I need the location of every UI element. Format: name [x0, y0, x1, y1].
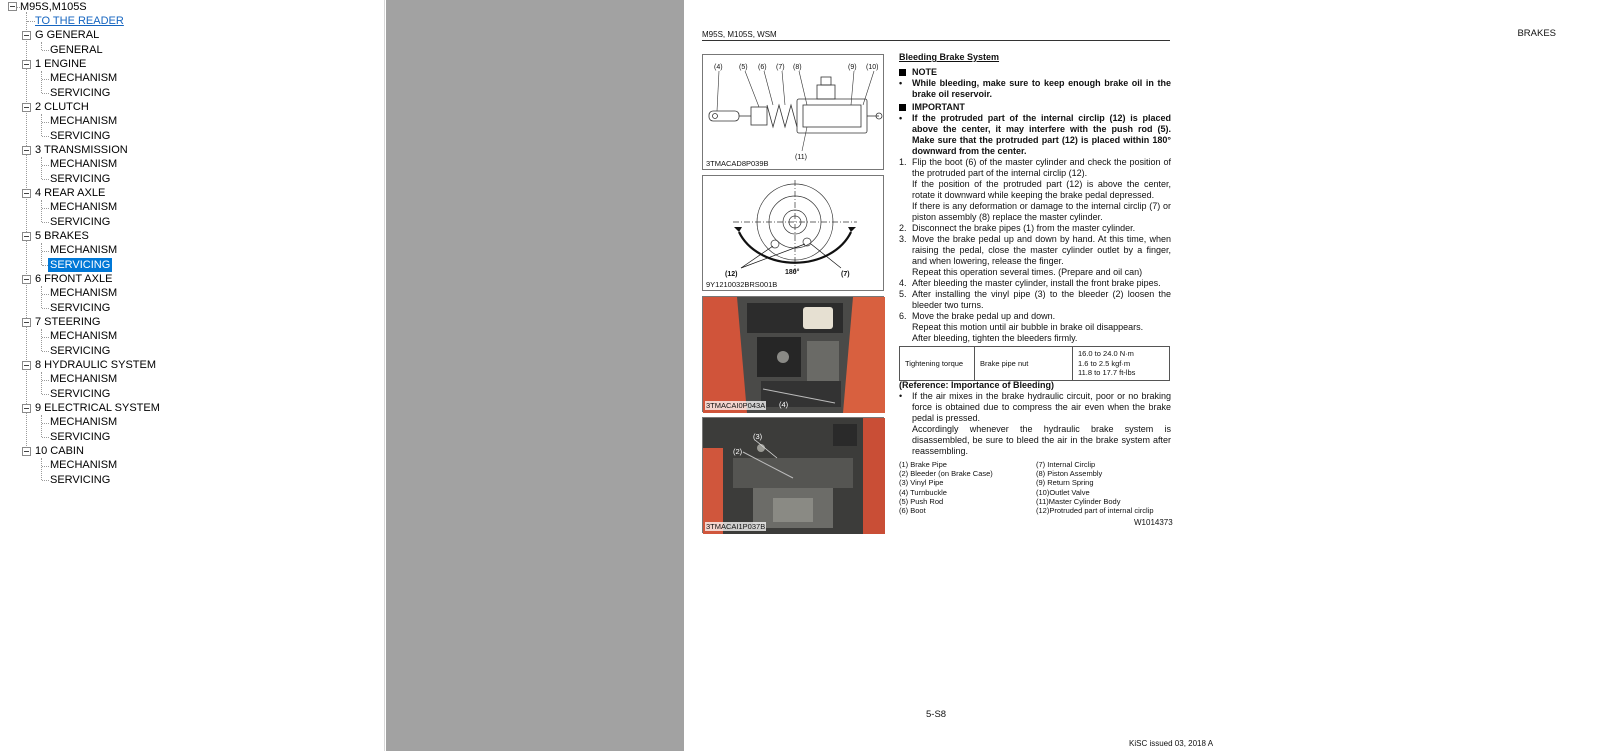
- figure-photo-bleeder: [702, 417, 884, 533]
- step-3: 3. Move the brake pedal up and down by hand. At this time, when raising the pedal, close the master cylinder outlet by a finger, and when lowering, release the finger. Repeat this operation several times. (Prepare and oil can): [899, 234, 1171, 277]
- step-1: 1. Flip the boot (6) of the master cylinder and check the position of the protruded part of the internal circlip (12). If the position of the protruded part (12) is above the center, rotate it downward while keeping the brake pedal depressed. If there is any deformation or damage to the internal circlip (7) or piston assembly (8) replace the master cylinder.: [899, 157, 1171, 222]
- torque-item: Brake pipe nut: [975, 347, 1073, 381]
- tree-item-rear-axle-servicing[interactable]: SERVICING: [50, 216, 111, 228]
- tree-item-cabin-servicing[interactable]: SERVICING: [50, 474, 111, 486]
- tree-line: [41, 372, 42, 394]
- tree-line: [41, 200, 42, 222]
- tree-line: [42, 480, 49, 481]
- tree-line: [42, 423, 49, 424]
- collapse-toggle[interactable]: [22, 189, 31, 198]
- tree-item-electrical-mechanism[interactable]: MECHANISM: [50, 416, 118, 428]
- collapse-toggle[interactable]: [22, 404, 31, 413]
- figure-caption: 3TMACAI1P037B: [706, 522, 766, 531]
- tree-section-rear-axle[interactable]: 4 REAR AXLE: [35, 187, 106, 199]
- photo-callout: (3): [753, 432, 763, 441]
- toc-tree: [0, 0, 385, 751]
- torque-table: [899, 346, 1170, 381]
- tree-line: [41, 42, 42, 50]
- figure-circlip-position: [702, 175, 884, 291]
- tree-item-clutch-mechanism[interactable]: MECHANISM: [50, 115, 118, 127]
- legend-left: (1) Brake Pipe (2) Bleeder (on Brake Case) (3) Vinyl Pipe (4) Turnbuckle (5) Push Rod (6) Boot: [899, 460, 993, 516]
- tree-item-hydraulic-mechanism[interactable]: MECHANISM: [50, 373, 118, 385]
- torque-values: 16.0 to 24.0 N·m 1.6 to 2.5 kgf·m 11.8 to 17.7 ft-lbs: [1073, 347, 1170, 381]
- tree-line: [42, 251, 49, 252]
- tree-item-general[interactable]: GENERAL: [50, 44, 103, 56]
- tree-line: [41, 329, 42, 351]
- tree-line: [42, 165, 49, 166]
- tree-section-engine[interactable]: 1 ENGINE: [35, 58, 87, 70]
- tree-line: [42, 93, 49, 94]
- tree-line: [42, 394, 49, 395]
- callout-12: (12): [725, 271, 738, 278]
- tree-section-cabin[interactable]: 10 CABIN: [35, 445, 84, 457]
- photo-callout: (4): [779, 400, 789, 409]
- callout-9: (9): [848, 64, 857, 71]
- tree-line: [42, 351, 49, 352]
- tree-item-steering-servicing[interactable]: SERVICING: [50, 345, 111, 357]
- collapse-toggle[interactable]: [22, 103, 31, 112]
- tree-line: [42, 337, 49, 338]
- tree-item-steering-mechanism[interactable]: MECHANISM: [50, 330, 118, 342]
- reference-item: • If the air mixes in the brake hydraulic circuit, poor or no braking force is obtained due to compress the air even when the brake pedal is pressed. Accordingly whenever the hydraulic brake system is disassembled, be sure to bleed the air in the brake system after reassembling.: [899, 391, 1171, 456]
- collapse-toggle[interactable]: [22, 447, 31, 456]
- tree-section-steering[interactable]: 7 STEERING: [35, 316, 101, 328]
- circlip-diagram: [703, 176, 885, 292]
- collapse-toggle[interactable]: [22, 60, 31, 69]
- callout-8: (8): [793, 64, 802, 71]
- tree-line: [41, 157, 42, 179]
- document-page: M95S, M105S, WSM BRAKES (4) (5) (6) (7) (8) (9) (10) (11) 3TMACAD8P039B (12) 180° (7) 9Y1210032BRS001B (4) 3TMACAI0P043A (3) (2) 3TMACAI1P037B Bleeding Brake System NOTE • While bleeding, make sure to keep enough brake oil in the brake oil reservoir. IMPORTANT • If the protruded part of the internal circlip (12) is placed above the center, it may interfere with the push rod (5). Make sure that the protruded part (12) is placed within 180° downward from the center. 1. Flip the boot (6) of the master cylinder and check the position of the protruded part of the internal circlip (12). If the position of the protruded part (12) is above the center, rotate it downward while keeping the brake pedal depressed. If there is any deformation or damage to the internal circlip (7) or piston assembly (8) replace the master cylinder. 2. Disconnect the brake pipes (1) from the master cylinder. 3. Move the brake pedal up and down by hand. At this time, when raising the pedal, close the master cylinder outlet by a finger, and when lowering, release the finger. Repeat this operation several times. (Prepare and oil can) 4. After bleeding the master cylinder, install the front brake pipes. 5. After installing the vinyl pipe (3) to the bleeder (2) loosen the bleeder two turns. 6. Move the brake pedal up and down. Repeat this motion until air bubble in brake oil disappears. After bleeding, tighten the bleeders firmly. Tightening torque Brake pipe nut 16.0 to 24.0 N·m 1.6 to 2.5 kgf·m 11.8 to 17.7 ft-lbs (Reference: Importance of Bleeding) • If the air mixes in the brake hydraulic circuit, poor or no braking force is obtained due to compress the air even when the brake pedal is pressed. Accordingly whenever the hydraulic brake system is disassembled, be sure to bleed the air in the brake system after reassembling. (1) Brake Pipe (2) Bleeder (on Brake Case) (3) Vinyl Pipe (4) Turnbuckle (5) Push Rod (6) Boot (7) Internal Circlip (8) Piston Assembly (9) Return Spring (10)Outlet Valve (11)Master Cylinder Body (12)Protruded part of internal circlip W1014373 5-S8 KiSC issued 03, 2018 A: [684, 0, 1614, 751]
- tree-item-brakes-mechanism[interactable]: MECHANISM: [50, 244, 118, 256]
- collapse-toggle[interactable]: [22, 318, 31, 327]
- issued-note: KiSC issued 03, 2018 A: [1129, 739, 1214, 748]
- legend-right: (7) Internal Circlip (8) Piston Assembly (9) Return Spring (10)Outlet Valve (11)Master Cylinder Body (12)Protruded part of internal circlip: [1036, 460, 1154, 516]
- callout-11: (11): [795, 154, 807, 161]
- tree-line: [42, 380, 49, 381]
- tree-line: [27, 21, 35, 22]
- tree-item-transmission-mechanism[interactable]: MECHANISM: [50, 158, 118, 170]
- tree-item-to-the-reader[interactable]: TO THE READER: [35, 15, 124, 27]
- collapse-toggle[interactable]: [8, 2, 17, 11]
- tree-item-transmission-servicing[interactable]: SERVICING: [50, 173, 111, 185]
- tree-item-cabin-mechanism[interactable]: MECHANISM: [50, 459, 118, 471]
- collapse-toggle[interactable]: [22, 232, 31, 241]
- tree-section-clutch[interactable]: 2 CLUTCH: [35, 101, 89, 113]
- tree-line: [41, 458, 42, 480]
- tree-item-brakes-servicing-selected[interactable]: SERVICING: [50, 259, 111, 271]
- tree-item-front-axle-mechanism[interactable]: MECHANISM: [50, 287, 118, 299]
- header-rule: [702, 40, 1170, 41]
- callout-5: (5): [739, 64, 748, 71]
- reference-title: (Reference: Importance of Bleeding): [899, 380, 1055, 390]
- tree-section-transmission[interactable]: 3 TRANSMISSION: [35, 144, 128, 156]
- tree-item-front-axle-servicing[interactable]: SERVICING: [50, 302, 111, 314]
- callout-6: (6): [758, 64, 767, 71]
- important-heading: IMPORTANT: [899, 102, 965, 113]
- tree-item-electrical-servicing[interactable]: SERVICING: [50, 431, 111, 443]
- tree-line: [41, 71, 42, 93]
- tree-section-general[interactable]: G GENERAL: [35, 29, 100, 41]
- tree-line: [42, 79, 49, 80]
- callout-4: (4): [714, 64, 723, 71]
- tree-line: [42, 437, 49, 438]
- callout-7: (7): [776, 64, 785, 71]
- callout-10: (10): [866, 64, 879, 71]
- note-heading: NOTE: [899, 67, 937, 78]
- tree-item-clutch-servicing[interactable]: SERVICING: [50, 130, 111, 142]
- document-code: W1014373: [1134, 518, 1173, 527]
- tree-line: [42, 122, 49, 123]
- tree-line: [42, 136, 49, 137]
- section-title: Bleeding Brake System: [899, 52, 1000, 62]
- tree-line: [42, 294, 49, 295]
- tree-line: [42, 208, 49, 209]
- tree-line: [42, 179, 49, 180]
- collapse-toggle[interactable]: [22, 361, 31, 370]
- step-6: 6. Move the brake pedal up and down. Repeat this motion until air bubble in brake oil disappears. After bleeding, tighten the bleeders firmly.: [899, 311, 1144, 343]
- figure-master-cylinder: [702, 54, 884, 170]
- document-viewer[interactable]: [386, 0, 1556, 751]
- tree-item-engine-servicing[interactable]: SERVICING: [50, 87, 111, 99]
- figure-photo-reservoir: [702, 296, 884, 412]
- tree-root[interactable]: M95S,M105S: [20, 1, 87, 13]
- collapse-toggle[interactable]: [22, 275, 31, 284]
- figure-caption: 3TMACAI0P043A: [706, 401, 766, 410]
- tree-section-front-axle[interactable]: 6 FRONT AXLE: [35, 273, 113, 285]
- tree-line: [41, 243, 42, 265]
- photo-callout: (2): [733, 447, 743, 456]
- tree-item-engine-mechanism[interactable]: MECHANISM: [50, 72, 118, 84]
- tree-line: [42, 308, 49, 309]
- tree-item-hydraulic-servicing[interactable]: SERVICING: [50, 388, 111, 400]
- angle-label: 180°: [785, 269, 800, 276]
- header-right: BRAKES: [1517, 28, 1556, 39]
- tree-section-brakes[interactable]: 5 BRAKES: [35, 230, 89, 242]
- tree-line: [42, 222, 49, 223]
- square-bullet-icon: [899, 69, 906, 76]
- collapse-toggle[interactable]: [22, 146, 31, 155]
- tree-line: [41, 415, 42, 437]
- figure-caption: 3TMACAD8P039B: [706, 159, 769, 168]
- tree-section-hydraulic-system[interactable]: 8 HYDRAULIC SYSTEM: [35, 359, 157, 371]
- figure-caption: 9Y1210032BRS001B: [706, 280, 778, 289]
- page-number: 5-S8: [926, 709, 947, 720]
- torque-label: Tightening torque: [900, 347, 975, 381]
- header-left: M95S, M105S, WSM: [702, 30, 777, 39]
- tree-line: [41, 114, 42, 136]
- master-cylinder-drawing: [703, 55, 885, 171]
- tree-section-electrical-system[interactable]: 9 ELECTRICAL SYSTEM: [35, 402, 160, 414]
- tree-line: [42, 466, 49, 467]
- photo-reservoir-illustration: [703, 297, 885, 413]
- tree-line: [41, 286, 42, 308]
- callout-7: (7): [841, 271, 850, 278]
- collapse-toggle[interactable]: [22, 31, 31, 40]
- photo-bleeder-illustration: [703, 418, 885, 534]
- square-bullet-icon: [899, 104, 906, 111]
- tree-line: [42, 50, 49, 51]
- tree-item-rear-axle-mechanism[interactable]: MECHANISM: [50, 201, 118, 213]
